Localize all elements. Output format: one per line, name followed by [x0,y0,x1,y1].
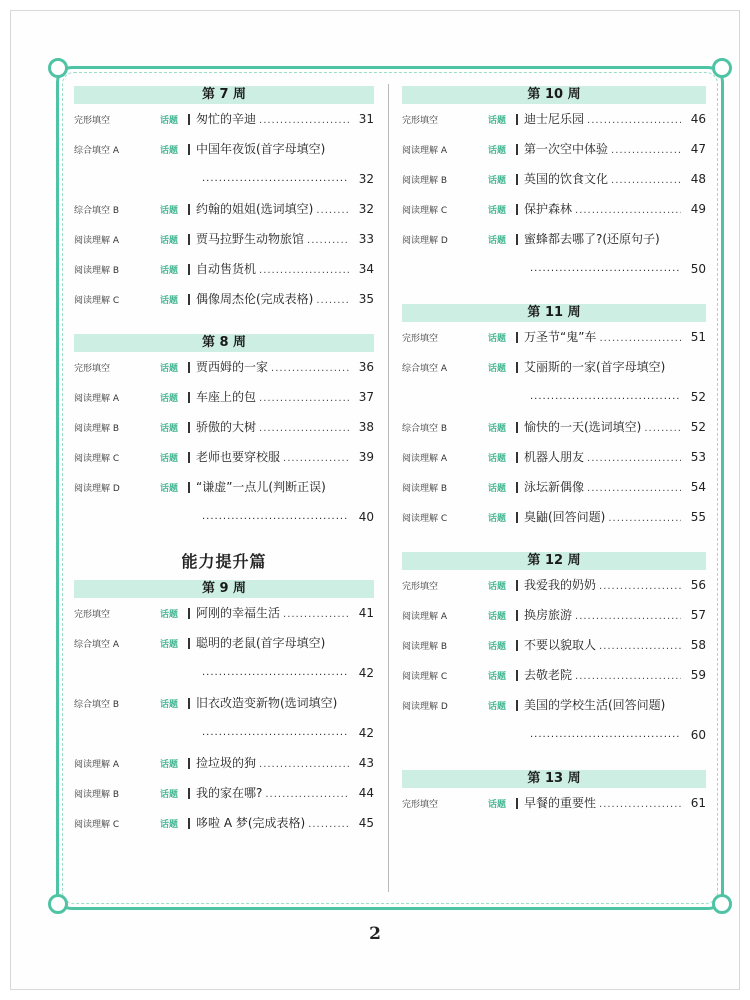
entry-page: 52 [690,420,706,434]
leader-dots [265,780,349,810]
leader-dots [530,254,681,284]
entry-tag: 话题 [488,236,507,246]
toc-entry[interactable] [402,194,706,224]
entry-type: 阅读理解 A [74,760,120,770]
entry-title: 英国的饮食文化 [524,172,609,186]
entry-title: 中国年夜饭(首字母填空) [196,142,326,156]
entry-type: 阅读理解 C [402,514,448,524]
entry-separator [516,670,518,681]
toc-entry[interactable] [74,442,374,472]
entry-tag: 话题 [488,484,507,494]
entry-title: 偶像周杰伦(完成表格) [196,292,314,306]
entry-tag: 话题 [160,266,179,276]
section-title: 能力提升篇 [181,552,267,571]
entry-tag: 话题 [488,206,507,216]
toc-entry[interactable] [74,598,374,628]
entry-type: 阅读理解 A [74,394,120,404]
entry-page: 38 [358,420,374,434]
entry-page: 59 [690,668,706,682]
leader-dots [611,166,681,196]
frame-corner-ornament [712,58,732,78]
week-entries [402,104,706,284]
column-divider [388,84,389,892]
entry-page: 39 [358,450,374,464]
toc-entry[interactable] [74,382,374,412]
entry-title: 艾丽斯的一家(首字母填空) [524,360,666,374]
entry-type: 阅读理解 C [402,206,448,216]
entry-page: 45 [358,816,374,830]
toc-entry[interactable] [74,628,374,658]
toc-entry[interactable] [402,502,706,532]
entry-separator [516,174,518,185]
entry-title: 愉快的一天(选词填空) [524,420,642,434]
entry-title: 机器人朋友 [524,450,585,464]
leader-dots [283,444,349,474]
entry-separator [188,452,190,463]
entry-tag: 话题 [160,484,179,494]
entry-type: 阅读理解 A [402,454,448,464]
entry-tag: 话题 [160,296,179,306]
toc-entry[interactable] [74,412,374,442]
leader-dots [202,658,349,688]
entry-title: 我的家在哪? [196,786,263,800]
toc-entry[interactable] [74,748,374,778]
entry-title: 美国的学校生活(回答问题) [524,698,666,712]
frame-corner-ornament [712,894,732,914]
leader-dots [259,106,349,136]
entry-title: 约翰的姐姐(选词填空) [196,202,314,216]
entry-tag: 话题 [160,394,179,404]
entry-title: 第一次空中体验 [524,142,609,156]
entry-separator [188,482,190,493]
entry-type: 阅读理解 B [402,642,448,652]
leader-dots [575,196,681,226]
toc-entry[interactable] [74,472,374,502]
entry-page: 41 [358,606,374,620]
week-entries [402,322,706,532]
entry-type: 阅读理解 C [74,820,120,830]
leader-dots [259,256,349,286]
entry-separator [188,788,190,799]
toc-entry[interactable] [402,412,706,442]
entry-separator [516,580,518,591]
entry-page: 51 [690,330,706,344]
entry-page: 43 [358,756,374,770]
entry-page: 40 [358,510,374,524]
leader-dots [587,474,681,504]
leader-dots [575,662,681,692]
entry-title: 泳坛新偶像 [524,480,585,494]
entry-type: 综合填空 A [402,364,448,374]
leader-dots [587,444,681,474]
leader-dots [599,790,681,820]
entry-separator [516,114,518,125]
entry-type: 完形填空 [74,364,111,374]
entry-page: 60 [690,728,706,742]
entry-type: 完形填空 [74,610,111,620]
leader-dots [308,810,349,840]
entry-separator [188,392,190,403]
entry-title: 聪明的老鼠(首字母填空) [196,636,326,650]
entry-title: 保护森林 [524,202,573,216]
entry-type: 完形填空 [402,334,439,344]
entry-type: 阅读理解 B [74,266,120,276]
leader-dots [611,136,681,166]
leader-dots [202,502,349,532]
week-entries [74,598,374,838]
entry-page: 58 [690,638,706,652]
entry-page: 55 [690,510,706,524]
entry-type: 完形填空 [402,582,439,592]
frame-corner-ornament [48,58,68,78]
entry-title: 万圣节“鬼”车 [524,330,597,344]
entry-title: 匆忙的辛迪 [196,112,257,126]
leader-dots [316,196,349,226]
entry-title: 哆啦 A 梦(完成表格) [196,816,306,830]
entry-tag: 话题 [488,582,507,592]
entry-title: “谦虚”一点儿(判断正误) [196,480,326,494]
entry-separator [188,204,190,215]
week-header: 第 7 周 [74,86,374,104]
leader-dots [283,600,349,630]
entry-tag: 话题 [488,672,507,682]
entry-tag: 话题 [160,454,179,464]
leader-dots [259,750,349,780]
toc-entry[interactable] [402,690,706,720]
entry-tag: 话题 [160,424,179,434]
entry-page: 47 [690,142,706,156]
entry-tag: 话题 [488,176,507,186]
toc-entry[interactable] [402,322,706,352]
entry-separator [188,114,190,125]
entry-type: 综合填空 A [74,640,120,650]
toc-entry[interactable] [402,660,706,690]
toc-entry[interactable] [74,134,374,164]
toc-entry[interactable] [402,472,706,502]
entry-separator [516,422,518,433]
toc-entry[interactable] [402,224,706,254]
entry-type: 阅读理解 D [402,236,448,246]
leader-dots [530,382,681,412]
leader-dots [259,414,349,444]
week-header: 第 10 周 [402,86,706,104]
entry-title: 我爱我的奶奶 [524,578,597,592]
leader-dots [530,720,681,750]
toc-entry[interactable] [402,442,706,472]
entry-page: 32 [358,172,374,186]
entry-title: 早餐的重要性 [524,796,597,810]
entry-page: 49 [690,202,706,216]
entry-page: 36 [358,360,374,374]
entry-tag: 话题 [488,364,507,374]
toc-entry-continuation[interactable] [74,164,374,194]
entry-separator [516,144,518,155]
week-header: 第 8 周 [74,334,374,352]
entry-type: 阅读理解 A [402,612,448,622]
entry-separator [188,698,190,709]
week-entries [74,352,374,532]
toc-entry[interactable] [74,284,374,314]
entry-page: 42 [358,726,374,740]
entry-separator [516,362,518,373]
entry-separator [188,608,190,619]
toc-entry[interactable] [402,788,706,818]
leader-dots [271,354,349,384]
entry-separator [188,422,190,433]
entry-tag: 话题 [160,640,179,650]
entry-page: 53 [690,450,706,464]
frame-corner-ornament [48,894,68,914]
entry-page: 34 [358,262,374,276]
page-number: 2 [369,924,381,944]
leader-dots [608,504,681,534]
toc-entry[interactable] [402,134,706,164]
entry-tag: 话题 [488,702,507,712]
toc-entry-continuation[interactable] [74,502,374,532]
entry-tag: 话题 [160,790,179,800]
entry-type: 阅读理解 D [402,702,448,712]
entry-tag: 话题 [160,700,179,710]
entry-separator [516,798,518,809]
entry-separator [188,294,190,305]
entry-title: 贾西姆的一家 [196,360,269,374]
entry-separator [516,512,518,523]
entry-type: 阅读理解 A [402,146,448,156]
toc-entry[interactable] [402,164,706,194]
toc-entry[interactable] [402,630,706,660]
entry-separator [516,610,518,621]
toc-entry-continuation[interactable] [402,254,706,284]
entry-separator [516,234,518,245]
entry-page: 33 [358,232,374,246]
entry-type: 完形填空 [402,800,439,810]
leader-dots [202,164,349,194]
entry-type: 阅读理解 B [402,484,448,494]
week-entries [402,570,706,750]
entry-tag: 话题 [488,454,507,464]
entry-title: 骄傲的大树 [196,420,257,434]
entry-page: 50 [690,262,706,276]
entry-separator [188,638,190,649]
entry-page: 52 [690,390,706,404]
entry-type: 综合填空 B [74,206,120,216]
leader-dots [575,602,681,632]
entry-page: 57 [690,608,706,622]
entry-page: 44 [358,786,374,800]
leader-dots [307,226,349,256]
entry-page: 46 [690,112,706,126]
entry-title: 臭鼬(回答问题) [524,510,606,524]
week-entries [74,104,374,314]
week-entries [402,788,706,818]
entry-tag: 话题 [160,206,179,216]
entry-separator [516,640,518,651]
leader-dots [599,632,681,662]
entry-separator [188,818,190,829]
entry-tag: 话题 [160,364,179,374]
entry-tag: 话题 [488,642,507,652]
toc-entry[interactable] [74,254,374,284]
leader-dots [259,384,349,414]
entry-tag: 话题 [160,116,179,126]
entry-type: 综合填空 A [74,146,120,156]
toc-entry[interactable] [74,224,374,254]
entry-title: 不要以貌取人 [524,638,597,652]
entry-type: 阅读理解 D [74,484,120,494]
toc-entry[interactable] [74,104,374,134]
entry-tag: 话题 [160,760,179,770]
entry-type: 完形填空 [402,116,439,126]
entry-separator [188,144,190,155]
entry-type: 综合填空 B [402,424,448,434]
left-column [74,86,374,838]
entry-title: 迪士尼乐园 [524,112,585,126]
entry-separator [516,204,518,215]
toc-entry[interactable] [74,194,374,224]
entry-title: 车座上的包 [196,390,257,404]
entry-page: 32 [358,202,374,216]
entry-title: 自动售货机 [196,262,257,276]
entry-type: 阅读理解 A [74,236,120,246]
entry-type: 综合填空 B [74,700,120,710]
entry-page: 31 [358,112,374,126]
toc-entry[interactable] [74,808,374,838]
entry-tag: 话题 [488,424,507,434]
entry-title: 阿刚的幸福生活 [196,606,281,620]
entry-page: 35 [358,292,374,306]
toc-entry-continuation[interactable] [74,718,374,748]
leader-dots [644,414,681,444]
entry-type: 完形填空 [74,116,111,126]
entry-type: 阅读理解 C [74,454,120,464]
leader-dots [599,324,681,354]
entry-page: 37 [358,390,374,404]
toc-entry[interactable] [74,778,374,808]
entry-page: 42 [358,666,374,680]
toc-entry-continuation[interactable] [402,720,706,750]
leader-dots [202,718,349,748]
leader-dots [587,106,681,136]
entry-tag: 话题 [488,334,507,344]
entry-separator [188,234,190,245]
entry-title: 蜜蜂都去哪了?(还原句子) [524,232,660,246]
entry-tag: 话题 [488,800,507,810]
entry-type: 阅读理解 C [402,672,448,682]
entry-title: 换房旅游 [524,608,573,622]
entry-title: 老师也要穿校服 [196,450,281,464]
toc-entry[interactable] [402,352,706,382]
toc-entry[interactable] [402,570,706,600]
week-header: 第 13 周 [402,770,706,788]
entry-separator [188,362,190,373]
entry-separator [516,482,518,493]
entry-tag: 话题 [160,146,179,156]
entry-type: 阅读理解 B [402,176,448,186]
entry-type: 阅读理解 C [74,296,120,306]
entry-separator [188,264,190,275]
entry-page: 56 [690,578,706,592]
entry-tag: 话题 [488,146,507,156]
entry-separator [516,700,518,711]
entry-tag: 话题 [488,612,507,622]
week-header: 第 11 周 [402,304,706,322]
entry-tag: 话题 [488,514,507,524]
toc-entry[interactable] [402,600,706,630]
right-column [402,86,706,818]
entry-title: 捡垃圾的狗 [196,756,257,770]
entry-title: 旧衣改造变新物(选词填空) [196,696,338,710]
week-header: 第 9 周 [74,580,374,598]
toc-entry-continuation[interactable] [74,658,374,688]
entry-tag: 话题 [160,610,179,620]
toc-entry[interactable] [74,688,374,718]
entry-type: 阅读理解 B [74,424,120,434]
toc-entry-continuation[interactable] [402,382,706,412]
entry-separator [188,758,190,769]
entry-tag: 话题 [488,116,507,126]
leader-dots [599,572,681,602]
entry-page: 61 [690,796,706,810]
entry-title: 贾马拉野生动物旅馆 [196,232,305,246]
entry-tag: 话题 [160,820,179,830]
entry-title: 去敬老院 [524,668,573,682]
toc-entry[interactable] [402,104,706,134]
week-header: 第 12 周 [402,552,706,570]
entry-separator [516,452,518,463]
toc-entry[interactable] [74,352,374,382]
entry-page: 48 [690,172,706,186]
entry-tag: 话题 [160,236,179,246]
entry-page: 54 [690,480,706,494]
entry-type: 阅读理解 B [74,790,120,800]
entry-separator [516,332,518,343]
leader-dots [316,286,349,316]
